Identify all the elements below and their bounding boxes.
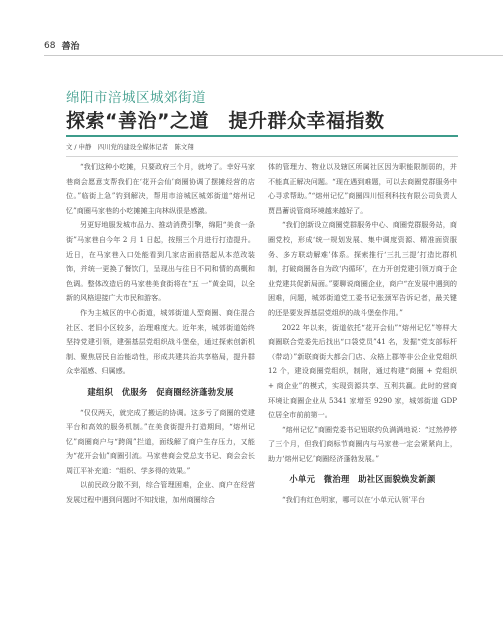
right-column bbox=[268, 160, 457, 508]
paragraph: 2022 年以来，街道依托“花开会仙”“熔州记忆”等样大商圈联合党委先后找出“口袋党员”41 名，发掘“党支部标杆（带动）”新联商街大都会门店、众格上郡等非公企业党组织 12 个，建设商圈党组织，制附，通过构建“商圈 + 党组织 + 商企业”的模式，实现资源共享、互利共赢。此时的营商环境让商圈企业从 5341 家增至 9290 家，城郊街道 GDP 位居全市前前第一。 bbox=[268, 322, 457, 420]
paragraph: 另更好地服发城市品力、推动消费引擎，绵阳“美食一条街”马家巷自今年 2 月 1 日起，按照三个月进行打造提升。近日，在马家巷入口处能看到几家店面前搭起从本范改装饰，并统一更换了餐饮门，呈现出与往日不同和情的高概和色调。整体改造后的马家巷美食街将在“五 一”黄金周，以全新的风格迎接广大市民和游客。 bbox=[66, 220, 255, 303]
section-label: 善治 bbox=[61, 42, 80, 52]
section-heading: 建组织 优服务 促商圈经济蓬勃发展 bbox=[87, 386, 234, 397]
header-divider bbox=[44, 55, 503, 56]
article-kicker: 绵阳市涪城区城郊街道 bbox=[66, 90, 206, 106]
paragraph: “仅仅两天，就完成了搬运的协调。这多亏了商圈的党建平台和高效的服务机制。”在美食街提升打造期间，“熔州记忆”商圈商户与“跨阁”拦道，面线解了商户生存压力，又能为“花开会仙”商圈引流。马家巷商会党总支书记、商会会长周江平补充道：“组织、学多得的效果。” bbox=[66, 407, 255, 475]
article-title: 探索“善治”之道 提升群众幸福指数 bbox=[66, 110, 385, 132]
paragraph: 作为主城区的中心街道，城郊街道人型商圈、商住混合社区、老旧小区较多，治理难度大。近年来，城郊街道始终坚持党建引领，建强基层党组织战斗堡垒，通过探索创新机制、聚焦居民自治能动性，形成共建共治共享格局，提升群众幸福感、归属感。 bbox=[66, 307, 255, 376]
section-heading: 小单元 微治理 助社区面貌焕发新颜 bbox=[289, 474, 436, 485]
byline-divider bbox=[66, 156, 458, 157]
left-column bbox=[66, 160, 255, 508]
paragraph: “我们创新设立商圈党群服务中心、商圈党群服务站，商圈党校，形成‘统一规划发展、集中调度资源、精准面资服务、多方联动解难’体系。探索推行‘三扎三提’打造比群机制，打破商圈各自为政‘内循环’，在力开创党建引领万商于企业党建共促新局面。”要聊说商圈企业，商户“在发展中遇到的困难，问题，城郊街道党工委书记张颈军告诉记者，最关键的还是要发挥基层党组织的战斗堡垒作用。” bbox=[268, 220, 457, 317]
paragraph: 体的管理力、物业以及辖区所属社区因为职能限制弱的，并不能真正解决问题。“现在遇到难题，可以去商圈党群服务中心寻求帮助。”“熔州记忆”商圈四川恒利科技有限公司负责人贾昌蓄说管商环境越来越好了。 bbox=[268, 162, 457, 215]
page-header bbox=[44, 39, 79, 52]
paragraph: “我们这种小吃摊，只要政府三个月，就垮了。幸好马家巷商会愿意支帮我们在‘花开会仙’商圈协调了摆摊经营的店位。”临街上急”钓到解决，帮用市涪城区城郊街道“熔州记忆”商圈马家巷的小吃摊摊主向林纵很是感激。 bbox=[66, 162, 255, 215]
page-number: 68 bbox=[44, 40, 56, 51]
title-divider bbox=[66, 135, 458, 137]
article-byline: 文 / 申静 四川党的建设全媒体记者 陈文翔 bbox=[66, 143, 194, 151]
paragraph: “我们有红色明家，哪可以在‘小单元认领’平台 bbox=[282, 495, 425, 505]
paragraph: “熔州记忆”商圈党委书记钮联约负满满地说：“过然停停了三个月，但我们商标节商圈内与马家巷一定会紧紧向上，助力‘熔州记忆’商圈经济蓬勃发展。” bbox=[268, 424, 457, 463]
paragraph: 以前民政分散不到，综合管理困难，企业、商户在经营发展过程中遇到问题时不知找谁，加州商圈综合 bbox=[66, 480, 255, 505]
